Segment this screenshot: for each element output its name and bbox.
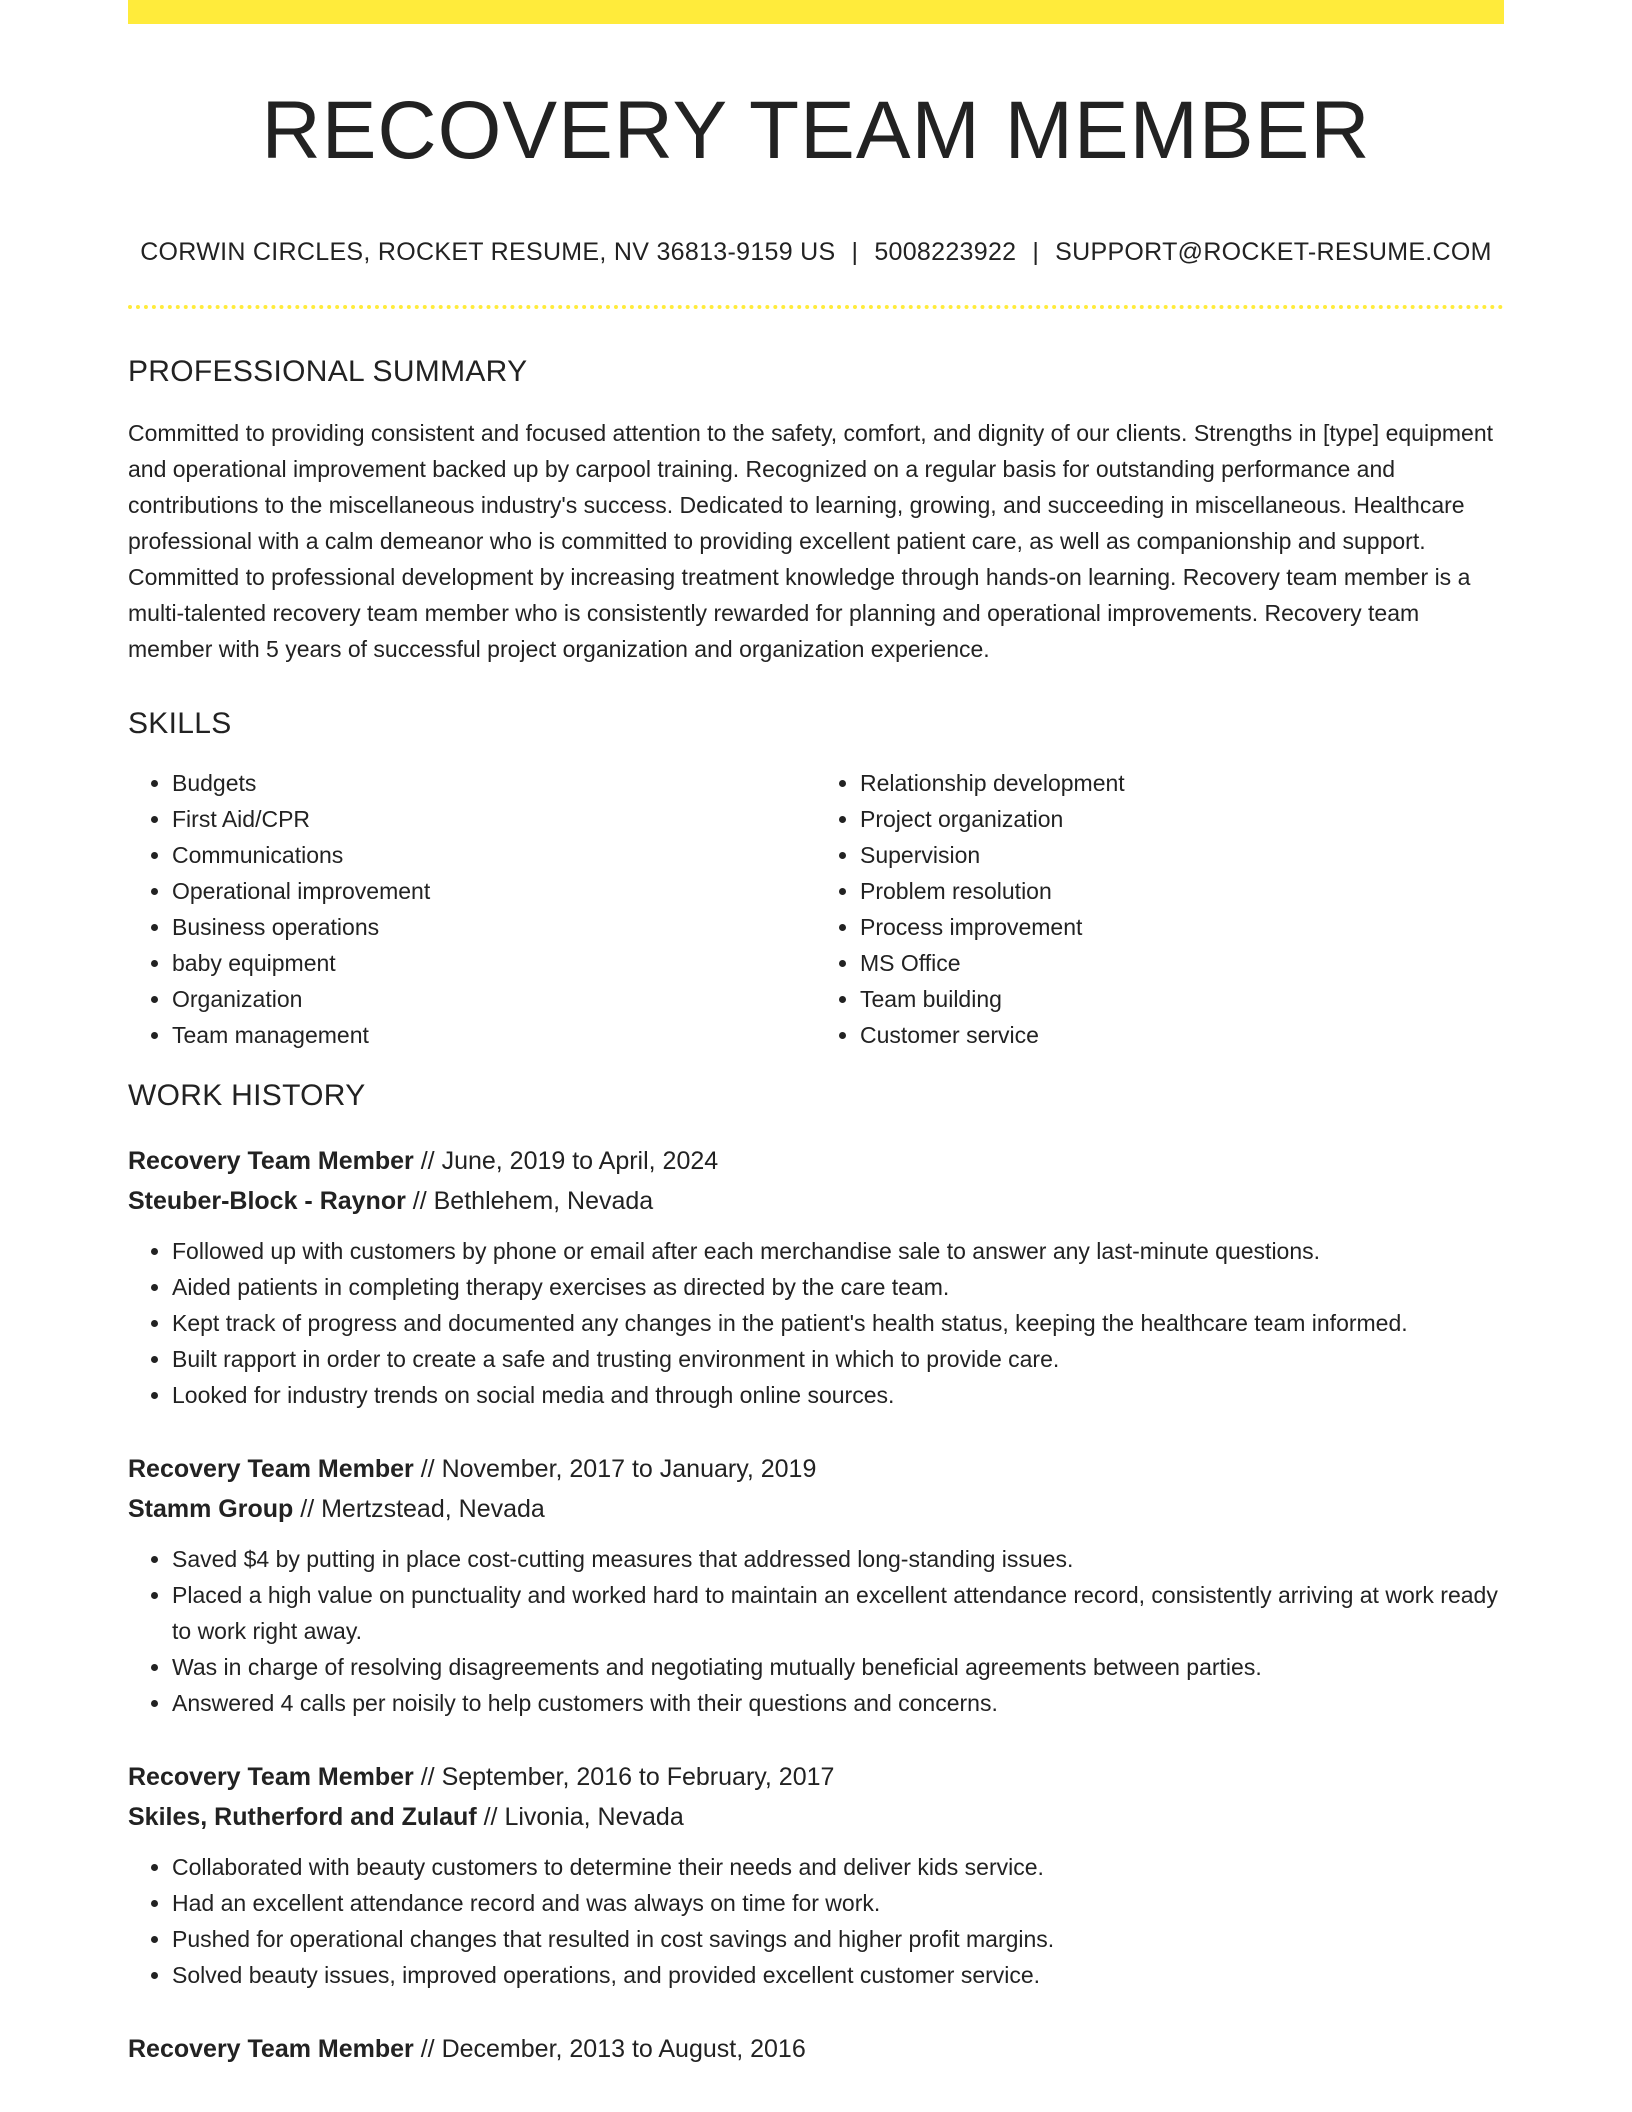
skills-columns bbox=[128, 765, 1504, 1053]
job-bullet: • Aided patients in completing therapy exercises as directed by the care team. bbox=[172, 1269, 1504, 1305]
skill-item: • Customer service bbox=[860, 1017, 1504, 1053]
summary-text: Committed to providing consistent and focused attention to the safety, comfort, and dignity of our clients. Strengths in [type] equipment and operational improvement backed up by carpool training. Recognized on a regular basis for outstanding performance and contributions to the miscellaneous industry's success. Dedicated to learning, growing, and succeeding in miscellaneous. Healthcare professional with a calm demeanor who is committed to providing excellent patient care, as well as companionship and support. Committed to professional development by increasing treatment knowledge through hands-on learning. Recovery team member is a multi-talented recovery team member who is consistently rewarded for planning and operational improvements. Recovery team member with 5 years of successful project organization and organization experience. bbox=[128, 420, 1493, 663]
job-company-line bbox=[128, 1797, 1504, 1837]
job-company: Steuber-Block - Raynor bbox=[128, 1187, 406, 1216]
job-entry bbox=[128, 1449, 1504, 1721]
skill-item: • baby equipment bbox=[172, 945, 816, 981]
job-location: // Mertzstead, Nevada bbox=[300, 1495, 545, 1524]
job-company: Skiles, Rutherford and Zulauf bbox=[128, 1803, 477, 1832]
job-bullet: • Followed up with customers by phone or email after each merchandise sale to answer any last-minute questions. bbox=[172, 1233, 1504, 1269]
skill-item: • Process improvement bbox=[860, 909, 1504, 945]
job-dates: // June, 2019 to April, 2024 bbox=[420, 1147, 719, 1176]
resume-page bbox=[128, 0, 1504, 2069]
contact-phone: 5008223922 bbox=[874, 238, 1017, 267]
job-title: Recovery Team Member bbox=[128, 2035, 414, 2064]
skills-heading: SKILLS bbox=[128, 707, 232, 741]
skill-item: • Team building bbox=[860, 981, 1504, 1017]
job-bullet: • Kept track of progress and documented any changes in the patient's health status, keeping the healthcare team informed. bbox=[172, 1305, 1504, 1341]
top-accent-bar bbox=[128, 0, 1504, 24]
job-title-line bbox=[128, 1449, 1504, 1489]
job-title: Recovery Team Member bbox=[128, 1455, 414, 1484]
work-history-heading: WORK HISTORY bbox=[128, 1079, 366, 1113]
job-bullets bbox=[128, 1541, 1504, 1721]
job-bullet: • Solved beauty issues, improved operations, and provided excellent customer service. bbox=[172, 1957, 1504, 1993]
job-bullet: • Looked for industry trends on social media and through online sources. bbox=[172, 1377, 1504, 1413]
skills-list-left bbox=[128, 765, 816, 1053]
job-bullet: • Answered 4 calls per noisily to help customers with their questions and concerns. bbox=[172, 1685, 1504, 1721]
job-bullet: • Placed a high value on punctuality and worked hard to maintain an excellent attendance record, consistently arriving at work ready to work right away. bbox=[172, 1577, 1504, 1649]
contact-line bbox=[128, 238, 1504, 267]
job-company-line bbox=[128, 1489, 1504, 1529]
summary-heading: PROFESSIONAL SUMMARY bbox=[128, 355, 528, 389]
job-dates: // December, 2013 to August, 2016 bbox=[420, 2035, 806, 2064]
job-location: // Bethlehem, Nevada bbox=[412, 1187, 654, 1216]
contact-separator: | bbox=[1032, 238, 1040, 267]
contact-address: CORWIN CIRCLES, ROCKET RESUME, NV 36813-9159 US bbox=[140, 238, 836, 267]
job-bullet: • Was in charge of resolving disagreements and negotiating mutually beneficial agreements between parties. bbox=[172, 1649, 1504, 1685]
job-title-line bbox=[128, 1141, 1504, 1181]
skill-item: • Team management bbox=[172, 1017, 816, 1053]
job-bullet: • Built rapport in order to create a safe and trusting environment in which to provide care. bbox=[172, 1341, 1504, 1377]
job-bullet: • Collaborated with beauty customers to determine their needs and deliver kids service. bbox=[172, 1849, 1504, 1885]
dotted-divider bbox=[128, 305, 1504, 309]
resume-name-heading: RECOVERY TEAM MEMBER bbox=[261, 85, 1371, 176]
job-dates: // September, 2016 to February, 2017 bbox=[420, 1763, 835, 1792]
job-title-line bbox=[128, 1757, 1504, 1797]
job-company: Stamm Group bbox=[128, 1495, 294, 1524]
job-bullets bbox=[128, 1233, 1504, 1413]
skill-item: • Supervision bbox=[860, 837, 1504, 873]
job-bullet: • Pushed for operational changes that resulted in cost savings and higher profit margins. bbox=[172, 1921, 1504, 1957]
job-title: Recovery Team Member bbox=[128, 1147, 414, 1176]
job-entry bbox=[128, 2029, 1504, 2069]
job-company-line bbox=[128, 1181, 1504, 1221]
skill-item: • MS Office bbox=[860, 945, 1504, 981]
job-title-line bbox=[128, 2029, 1504, 2069]
contact-separator: | bbox=[851, 238, 859, 267]
contact-email: SUPPORT@ROCKET-RESUME.COM bbox=[1055, 238, 1492, 267]
job-entry bbox=[128, 1757, 1504, 1993]
skill-item: • Problem resolution bbox=[860, 873, 1504, 909]
skill-item: • Project organization bbox=[860, 801, 1504, 837]
skill-item: • Budgets bbox=[172, 765, 816, 801]
skill-item: • Organization bbox=[172, 981, 816, 1017]
job-bullet: • Saved $4 by putting in place cost-cutting measures that addressed long-standing issues. bbox=[172, 1541, 1504, 1577]
job-entry bbox=[128, 1141, 1504, 1413]
job-dates: // November, 2017 to January, 2019 bbox=[420, 1455, 817, 1484]
skill-item: • Relationship development bbox=[860, 765, 1504, 801]
skill-item: • Business operations bbox=[172, 909, 816, 945]
job-bullet: • Had an excellent attendance record and was always on time for work. bbox=[172, 1885, 1504, 1921]
skill-item: • Communications bbox=[172, 837, 816, 873]
skills-list-right bbox=[816, 765, 1504, 1053]
skill-item: • Operational improvement bbox=[172, 873, 816, 909]
skill-item: • First Aid/CPR bbox=[172, 801, 816, 837]
job-title: Recovery Team Member bbox=[128, 1763, 414, 1792]
job-bullets bbox=[128, 1849, 1504, 1993]
job-location: // Livonia, Nevada bbox=[483, 1803, 684, 1832]
